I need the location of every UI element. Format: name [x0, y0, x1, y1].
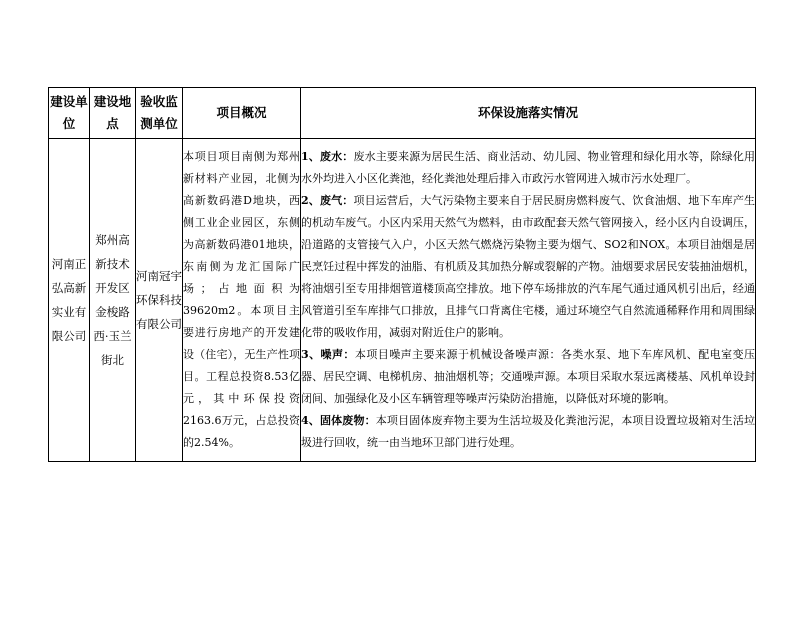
header-row [49, 88, 756, 139]
project-table [48, 87, 756, 462]
header-unit: 建设单位 [49, 88, 90, 139]
header-acceptance: 验收监测单位 [136, 88, 183, 139]
cell-overview: 本项目项目南侧为郑州新材料产业园，北侧为高新数码港D地块，西侧工业企业园区，东侧为高新数码港01地块，东南侧为龙汇国际广场；占地面积为39620m2。本项目主要进行房地产的开发建设（住宅），无生产性项目。工程总投资8.53亿元，其中环保投资2163.6万元，占总投资的2.54%。 [183, 139, 301, 462]
header-measures: 环保设施落实情况 [301, 88, 756, 139]
measure-exhaust: 2、废气：项目运营后，大气污染物主要来自于居民厨房燃料废气、饮食油烟、地下车库产生的机动车废气。小区内采用天然气为燃料，由市政配套天然气管网接入，经小区内自设调压，沿道路的支管接气入户，小区天然气燃烧污染物主要为烟气、SO2和NOX。本项目油烟是居民烹饪过程中挥发的油脂、有机质及其加热分解或裂解的产物。油烟要求居民安装抽油烟机，将油烟引至专用排烟管道楼顶高空排放。地下停车场排放的汽车尾气通过通风机引出后，经通风管道引至车库排气口排放，且排气口背离住宅楼，通过环境空气自然流通稀释作用和周围绿化带的吸收作用，减弱对附近住户的影响。 [301, 194, 756, 339]
table-row [49, 139, 756, 462]
cell-measures [301, 139, 756, 462]
measure-solid-waste: 4、固体废物：本项目固体废弃物主要为生活垃圾及化粪池污泥，本项目设置垃圾箱对生活垃圾进行回收，统一由当地环卫部门进行处理。 [301, 414, 755, 449]
cell-acceptance: 河南冠宇环保科技有限公司 [136, 139, 183, 462]
header-overview: 项目概况 [183, 88, 301, 139]
cell-location: 郑州高新技术开发区金梭路西·玉兰街北 [90, 139, 136, 462]
measure-wastewater: 1、废水：废水主要来源为居民生活、商业活动、幼儿园、物业管理和绿化用水等，除绿化用水外均进入小区化粪池，经化粪池处理后排入市政污水管网进入城市污水处理厂。 [301, 150, 756, 185]
measure-noise: 3、噪声：本项目噪声主要来源于机械设备噪声源：各类水泵、地下车库风机、配电室变压器、居民空调、电梯机房、抽油烟机等；交通噪声源。本项目采取水泵远离楼基、风机单设封闭间、加强绿化及小区车辆管理等噪声污染防治措施，以降低对环境的影响。 [301, 348, 756, 405]
header-location: 建设地点 [90, 88, 136, 139]
cell-unit: 河南正弘高新实业有限公司 [49, 139, 90, 462]
